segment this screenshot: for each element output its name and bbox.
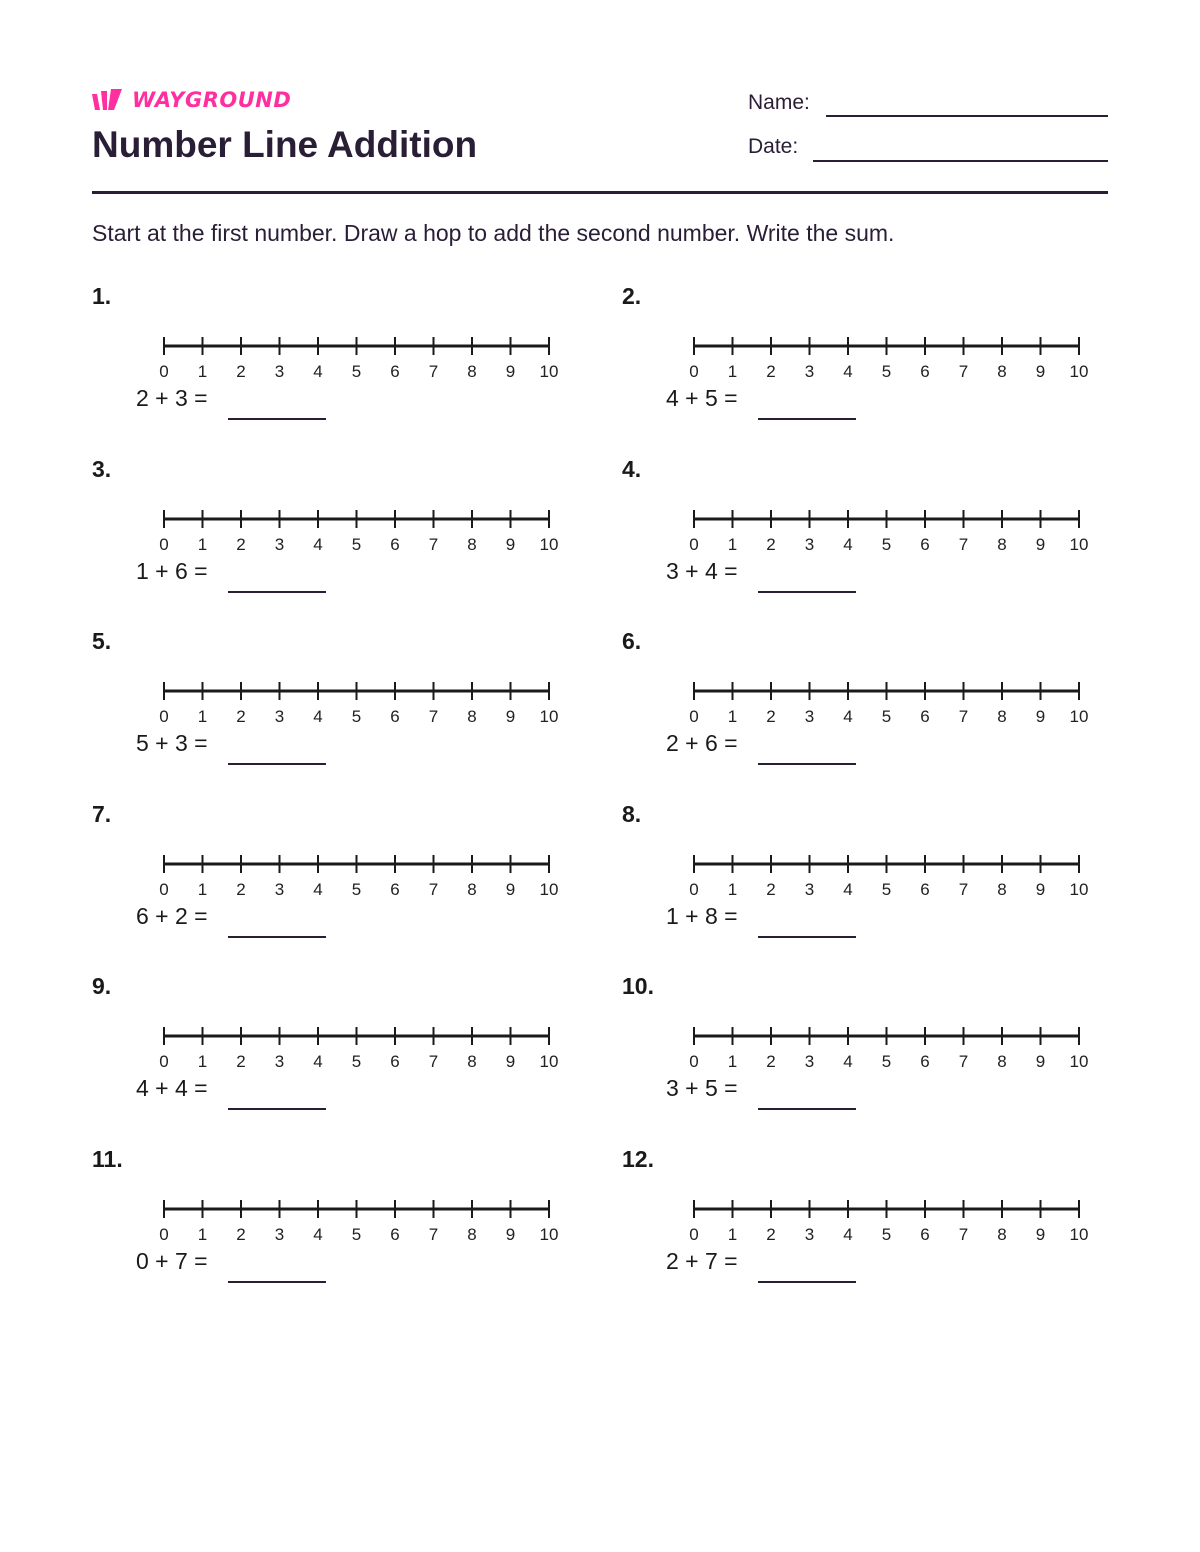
equation: 1 + 6 =: [136, 557, 208, 584]
tick-label: 9: [505, 534, 516, 554]
tick-label: 4: [313, 534, 323, 554]
problem-9: [92, 972, 572, 1132]
number-line: [686, 1185, 1096, 1245]
tick-label: 3: [804, 879, 815, 899]
equation: 2 + 6 =: [666, 730, 738, 756]
tick-label: 4: [843, 879, 853, 899]
answer-blank[interactable]: [228, 418, 326, 420]
tick-label: 0: [689, 1224, 699, 1244]
tick-label: 3: [804, 707, 815, 726]
number-line: [686, 322, 1096, 382]
tick-label: 3: [274, 1052, 285, 1071]
problem-number: 4.: [622, 455, 642, 482]
problem-number: 1.: [92, 283, 112, 309]
tick-label: 6: [390, 1052, 400, 1071]
tick-label: 5: [881, 362, 892, 381]
tick-label: 2: [766, 1224, 776, 1244]
tick-label: 10: [1069, 1224, 1089, 1244]
problem-number: 5.: [92, 628, 112, 654]
tick-label: 10: [539, 879, 559, 899]
tick-label: 2: [236, 1052, 246, 1071]
page-title: Number Line Addition: [92, 124, 478, 165]
tick-label: 4: [843, 1224, 853, 1244]
tick-label: 7: [428, 707, 439, 726]
tick-label: 1: [727, 1224, 738, 1244]
header-brand: [92, 86, 291, 114]
tick-label: 8: [467, 707, 477, 726]
equation: 4 + 5 =: [666, 385, 738, 411]
tick-label: 6: [920, 534, 930, 554]
tick-label: 10: [1069, 879, 1089, 899]
tick-label: 8: [467, 362, 477, 381]
number-line: [156, 495, 566, 555]
tick-label: 9: [1035, 1052, 1046, 1071]
tick-label: 7: [958, 879, 969, 899]
tick-label: 4: [843, 707, 853, 726]
problem-8: [622, 800, 1102, 960]
name-field[interactable]: [826, 115, 1108, 117]
brand-name: WAYGROUND: [132, 88, 292, 112]
equation: 0 + 7 =: [136, 1247, 208, 1274]
tick-label: 3: [804, 1052, 815, 1071]
date-label: Date:: [748, 135, 799, 158]
problem-number: 7.: [92, 800, 112, 827]
tick-label: 5: [881, 707, 892, 726]
tick-label: 1: [727, 534, 738, 554]
wayground-logo-icon: [92, 88, 130, 112]
wayground-logo: [92, 86, 291, 114]
problem-number: 6.: [622, 628, 642, 654]
instructions: Start at the first number. Draw a hop to add the second number. Write the sum.: [92, 220, 895, 246]
tick-label: 7: [428, 879, 439, 899]
tick-label: 5: [351, 534, 362, 554]
tick-label: 6: [920, 879, 930, 899]
tick-label: 9: [505, 362, 516, 381]
equation: 2 + 7 =: [666, 1247, 738, 1274]
tick-label: 10: [539, 534, 559, 554]
tick-label: 0: [159, 362, 169, 381]
tick-label: 7: [428, 1052, 439, 1071]
tick-label: 8: [467, 534, 477, 554]
tick-label: 0: [689, 1052, 699, 1071]
tick-label: 1: [727, 362, 738, 381]
tick-label: 10: [539, 362, 559, 381]
answer-blank[interactable]: [758, 936, 856, 938]
answer-blank[interactable]: [758, 763, 856, 765]
problem-number: 11.: [92, 1145, 123, 1172]
tick-label: 2: [236, 534, 246, 554]
tick-label: 5: [881, 879, 892, 899]
tick-label: 7: [428, 362, 439, 381]
answer-blank[interactable]: [228, 763, 326, 765]
tick-label: 0: [159, 707, 169, 726]
problem-2: [622, 282, 1102, 442]
tick-label: 1: [727, 879, 738, 899]
equation: 3 + 5 =: [666, 1075, 738, 1101]
tick-label: 4: [313, 707, 323, 726]
tick-label: 2: [766, 534, 776, 554]
tick-label: 1: [197, 1052, 208, 1071]
tick-label: 7: [958, 707, 969, 726]
tick-label: 6: [390, 707, 400, 726]
tick-label: 0: [159, 1052, 169, 1071]
tick-label: 4: [313, 879, 323, 899]
tick-label: 10: [539, 707, 559, 726]
number-line: [156, 840, 566, 900]
answer-blank[interactable]: [228, 1108, 326, 1110]
problem-6: [622, 627, 1102, 787]
tick-label: 0: [159, 534, 169, 554]
tick-label: 8: [997, 707, 1007, 726]
tick-label: 0: [689, 534, 699, 554]
tick-label: 5: [881, 1224, 892, 1244]
problem-5: [92, 627, 572, 787]
tick-label: 6: [390, 534, 400, 554]
tick-label: 1: [197, 534, 208, 554]
tick-label: 10: [539, 1052, 559, 1071]
tick-label: 3: [804, 1224, 815, 1244]
number-line: [686, 667, 1096, 727]
tick-label: 2: [766, 707, 776, 726]
tick-label: 5: [881, 534, 892, 554]
date-field[interactable]: [813, 160, 1108, 162]
equation: 3 + 4 =: [666, 557, 738, 584]
tick-label: 0: [159, 1224, 169, 1244]
problem-number: 10.: [622, 973, 654, 999]
tick-label: 5: [351, 879, 362, 899]
tick-label: 5: [351, 707, 362, 726]
tick-label: 2: [766, 1052, 776, 1071]
tick-label: 0: [689, 362, 699, 381]
tick-label: 2: [236, 1224, 246, 1244]
tick-label: 4: [313, 1224, 323, 1244]
tick-label: 9: [1035, 707, 1046, 726]
tick-label: 6: [920, 1052, 930, 1071]
tick-label: 1: [197, 1224, 208, 1244]
tick-label: 0: [689, 707, 699, 726]
tick-label: 4: [313, 1052, 323, 1071]
problem-number: 2.: [622, 283, 642, 309]
tick-label: 2: [766, 362, 776, 381]
tick-label: 1: [197, 879, 208, 899]
number-line: [686, 495, 1096, 555]
problem-number: 3.: [92, 455, 112, 482]
problem-1: [92, 282, 572, 442]
number-line: [156, 1185, 566, 1245]
tick-label: 7: [428, 534, 439, 554]
tick-label: 1: [197, 362, 208, 381]
problem-number: 12.: [622, 1145, 654, 1172]
tick-label: 7: [958, 1052, 969, 1071]
tick-label: 8: [467, 879, 477, 899]
number-line: [156, 322, 566, 382]
tick-label: 6: [390, 879, 400, 899]
tick-label: 9: [505, 879, 516, 899]
tick-label: 9: [1035, 1224, 1046, 1244]
equation: 6 + 2 =: [136, 902, 208, 929]
header-divider: [92, 191, 1108, 194]
answer-blank[interactable]: [758, 591, 856, 593]
tick-label: 8: [467, 1224, 477, 1244]
tick-label: 6: [920, 707, 930, 726]
problem-7: [92, 800, 572, 960]
tick-label: 10: [1069, 534, 1089, 554]
tick-label: 8: [467, 1052, 477, 1071]
equation: 2 + 3 =: [136, 385, 208, 411]
tick-label: 3: [804, 534, 815, 554]
tick-label: 2: [236, 362, 246, 381]
problem-11: [92, 1145, 572, 1305]
answer-blank[interactable]: [228, 936, 326, 938]
tick-label: 8: [997, 362, 1007, 381]
tick-label: 9: [1035, 362, 1046, 381]
tick-label: 7: [428, 1224, 439, 1244]
tick-label: 7: [958, 362, 969, 381]
tick-label: 8: [997, 879, 1007, 899]
tick-label: 3: [274, 534, 285, 554]
equation: 1 + 8 =: [666, 902, 738, 929]
tick-label: 9: [1035, 534, 1046, 554]
tick-label: 10: [1069, 1052, 1089, 1071]
tick-label: 2: [236, 879, 246, 899]
answer-blank[interactable]: [758, 418, 856, 420]
tick-label: 3: [274, 1224, 285, 1244]
problem-3: [92, 455, 572, 615]
tick-label: 10: [539, 1224, 559, 1244]
tick-label: 4: [843, 362, 853, 381]
tick-label: 0: [159, 879, 169, 899]
tick-label: 4: [843, 1052, 853, 1071]
tick-label: 9: [505, 1052, 516, 1071]
tick-label: 9: [505, 707, 516, 726]
number-line: [156, 667, 566, 727]
number-line: [156, 1012, 566, 1072]
tick-label: 5: [351, 1052, 362, 1071]
tick-label: 4: [843, 534, 853, 554]
tick-label: 9: [505, 1224, 516, 1244]
tick-label: 6: [920, 362, 930, 381]
problem-number: 8.: [622, 800, 642, 827]
tick-label: 1: [727, 707, 738, 726]
problem-10: [622, 972, 1102, 1132]
tick-label: 1: [727, 1052, 738, 1071]
name-label: Name:: [748, 91, 810, 114]
tick-label: 8: [997, 534, 1007, 554]
tick-label: 6: [390, 1224, 400, 1244]
tick-label: 8: [997, 1052, 1007, 1071]
tick-label: 10: [1069, 362, 1089, 381]
tick-label: 2: [236, 707, 246, 726]
tick-label: 10: [1069, 707, 1089, 726]
answer-blank[interactable]: [758, 1281, 856, 1283]
answer-blank[interactable]: [758, 1108, 856, 1110]
tick-label: 3: [274, 362, 285, 381]
tick-label: 7: [958, 534, 969, 554]
tick-label: 2: [766, 879, 776, 899]
tick-label: 4: [313, 362, 323, 381]
tick-label: 3: [274, 879, 285, 899]
problem-12: [622, 1145, 1102, 1305]
problem-4: [622, 455, 1102, 615]
tick-label: 3: [804, 362, 815, 381]
equation: 4 + 4 =: [136, 1075, 208, 1101]
tick-label: 3: [274, 707, 285, 726]
tick-label: 7: [958, 1224, 969, 1244]
answer-blank[interactable]: [228, 1281, 326, 1283]
tick-label: 5: [351, 1224, 362, 1244]
answer-blank[interactable]: [228, 591, 326, 593]
tick-label: 5: [351, 362, 362, 381]
tick-label: 1: [197, 707, 208, 726]
tick-label: 5: [881, 1052, 892, 1071]
tick-label: 9: [1035, 879, 1046, 899]
problem-number: 9.: [92, 973, 112, 999]
number-line: [686, 1012, 1096, 1072]
tick-label: 6: [390, 362, 400, 381]
tick-label: 8: [997, 1224, 1007, 1244]
tick-label: 6: [920, 1224, 930, 1244]
number-line: [686, 840, 1096, 900]
tick-label: 0: [689, 879, 699, 899]
equation: 5 + 3 =: [136, 730, 208, 756]
